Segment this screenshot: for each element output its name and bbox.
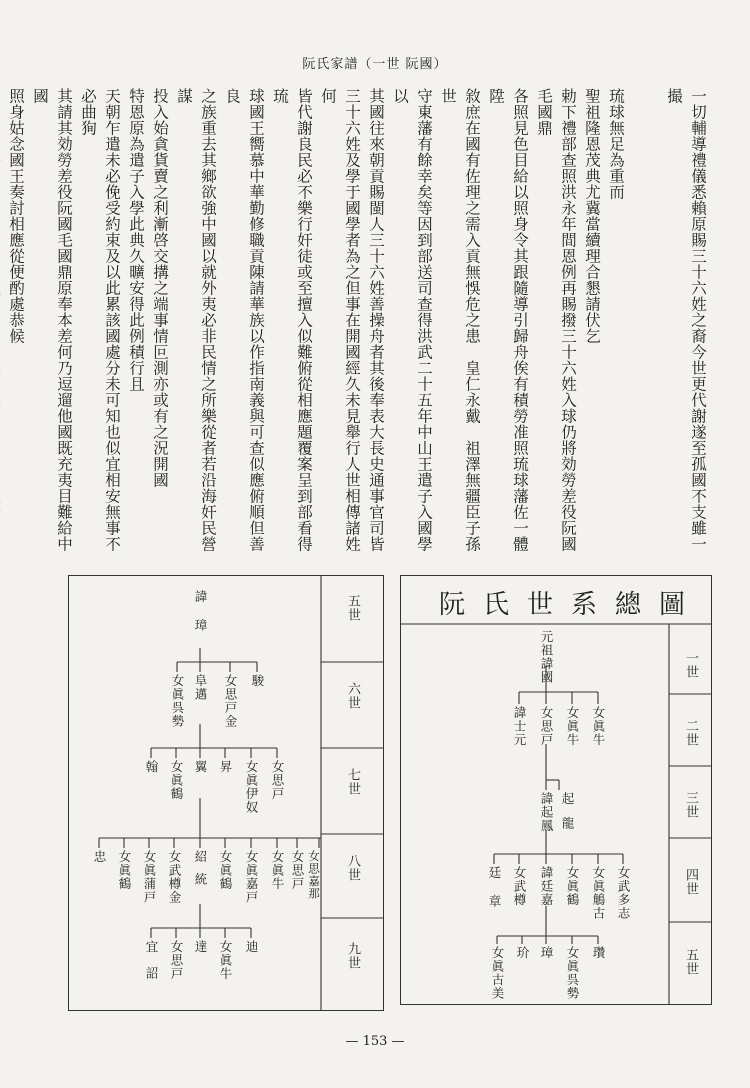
person-name: 翰 [144,760,159,774]
generation-label: 九世 [345,942,360,970]
generation-label: 五世 [345,594,360,622]
person-name: 諱廷嘉 [539,866,554,907]
person-name: 女眞牛 [565,706,580,747]
generation-label: 一世 [683,651,698,679]
body-line: 聖祖隆恩茂典尤冀當續理合懇請伏乞 [583,88,601,344]
person-name: 達 [193,940,208,954]
chart-title: 阮氏世系總圖 [439,590,704,620]
person-name: 女思戸金 [223,674,238,728]
body-line: 球國王嚮慕中華勤修職貢陳請華族以作指南義與可查似應俯順但善良 [223,88,265,552]
person-name: 女思戸 [539,706,554,747]
right-chart-lines [401,576,711,1004]
person-name: 女武樽金 [167,850,182,904]
person-name: 璋 [539,946,554,960]
body-line: 特恩原為遣子入學此典久曠安得此例積行且 [127,88,145,392]
person-name: 玠 [515,946,530,960]
person-name: 女眞呉勢 [170,674,185,728]
person-name: 諱璋 [193,590,208,647]
generation-label: 四世 [683,868,698,896]
person-name: 女思戸 [270,760,285,801]
person-name: 女眞呉勢 [565,946,580,1000]
person-name: 女眞牛 [591,706,606,747]
genealogy-chart-right [400,575,712,1005]
person-name: 昇 [218,760,233,774]
body-line: 守東藩有餘幸矣等因到部送司查得洪武二十五年中山王遣子入國學以 [391,88,433,552]
person-name: 女眞鶴 [169,760,184,801]
person-name: 女眞鶴 [117,850,132,891]
body-line: 敘庶在國有佐理之需入貢無悞危之患 皇仁永戴 祖澤無疆臣子孫世 [439,88,481,552]
person-name: 女眞嘉戸 [244,850,259,904]
person-name: 諱起鳳 [539,792,554,833]
generation-label: 三世 [683,791,698,819]
person-name: 女眞牛 [270,850,285,891]
body-line: 照身姑念國王奏討相應從便酌處恭候 [7,88,25,344]
body-line: 之族重去其鄉欲強中國以就外夷必非民情之所樂從者若沿海奸民營謀 [175,88,217,552]
person-name: 女眞鶴 [565,866,580,907]
person-name: 女思戸 [169,940,184,981]
person-name: 諱士元 [512,706,527,747]
person-name: 女眞古美 [490,946,505,1000]
person-name: 迪 [244,940,259,954]
person-name: 女眞牛 [218,940,233,981]
person-name: 廷章 [487,866,502,923]
person-name: 女眞伊奴 [244,760,259,814]
body-line [0,88,4,558]
generation-label: 五世 [683,948,698,976]
page-number: — 153 — [345,1034,405,1049]
body-line: 琉球無足為重而 [607,88,625,200]
person-name: 女眞鵤古 [591,866,606,920]
person-name: 忠 [92,850,107,864]
body-line: 各照見色目給以照身令其跟隨導引歸舟俟有積勞准照琉球藩佐一體陞 [487,88,529,552]
person-name: 宜詔 [144,940,159,993]
generation-label: 八世 [345,854,360,882]
person-name: 元祖諱國 [539,630,554,684]
generation-label: 二世 [683,719,698,747]
person-name: 翼 [193,760,208,774]
body-line: 其請其効勞差役阮國毛國鼎原奉本差何乃逗遛他國既充夷目難給中國 [31,88,73,552]
generation-label: 六世 [345,682,360,710]
body-line: 其國往來朝貢賜閩人三十六姓善操舟者其後奉表大長史通事官司皆 [367,88,385,552]
document-body [0,88,710,558]
body-line: 皆代謝良民必不樂行奸徒或至擅入似難俯從相應題覆案呈到部看得琉 [271,88,313,552]
person-name: 駿 [250,674,265,688]
person-name: 阜邁 [193,674,208,701]
person-name: 女武樽 [512,866,527,907]
person-name: 女眞蒲戸 [142,850,157,904]
body-line: 一切輔導禮儀悉賴原賜三十六姓之裔今世更代謝遂至孤國不支雖一撮 [665,88,707,552]
person-name: 女思嘉那 [307,850,321,900]
page-header: 阮氏家譜（一世 阮國） [302,57,448,72]
generation-label: 七世 [345,768,360,796]
person-name: 紹統 [193,850,208,895]
person-name: 女思戸 [290,850,305,891]
person-name: 瓚 [591,946,606,960]
body-line: 投入始貪貨賣之利漸啓交搆之端事情叵測亦或有之況開國 [151,88,169,488]
person-name: 女武多志 [616,866,631,920]
person-name: 女眞鶴 [218,850,233,891]
body-line: 三十六姓及學于國學者為之但事在開國經久未見舉行人世相傳諸姓何 [319,88,361,552]
body-line: 天朝乍遣未必俛受約束及以此累該國處分未可知也似宜相安無事不必曲狥 [79,88,121,552]
genealogy-chart-left [68,575,384,1011]
body-line: 勅下禮部查照洪永年間恩例再賜撥三十六姓入球仍將効勞差役阮國毛國鼎 [535,88,577,552]
person-name: 起龍 [560,792,575,841]
